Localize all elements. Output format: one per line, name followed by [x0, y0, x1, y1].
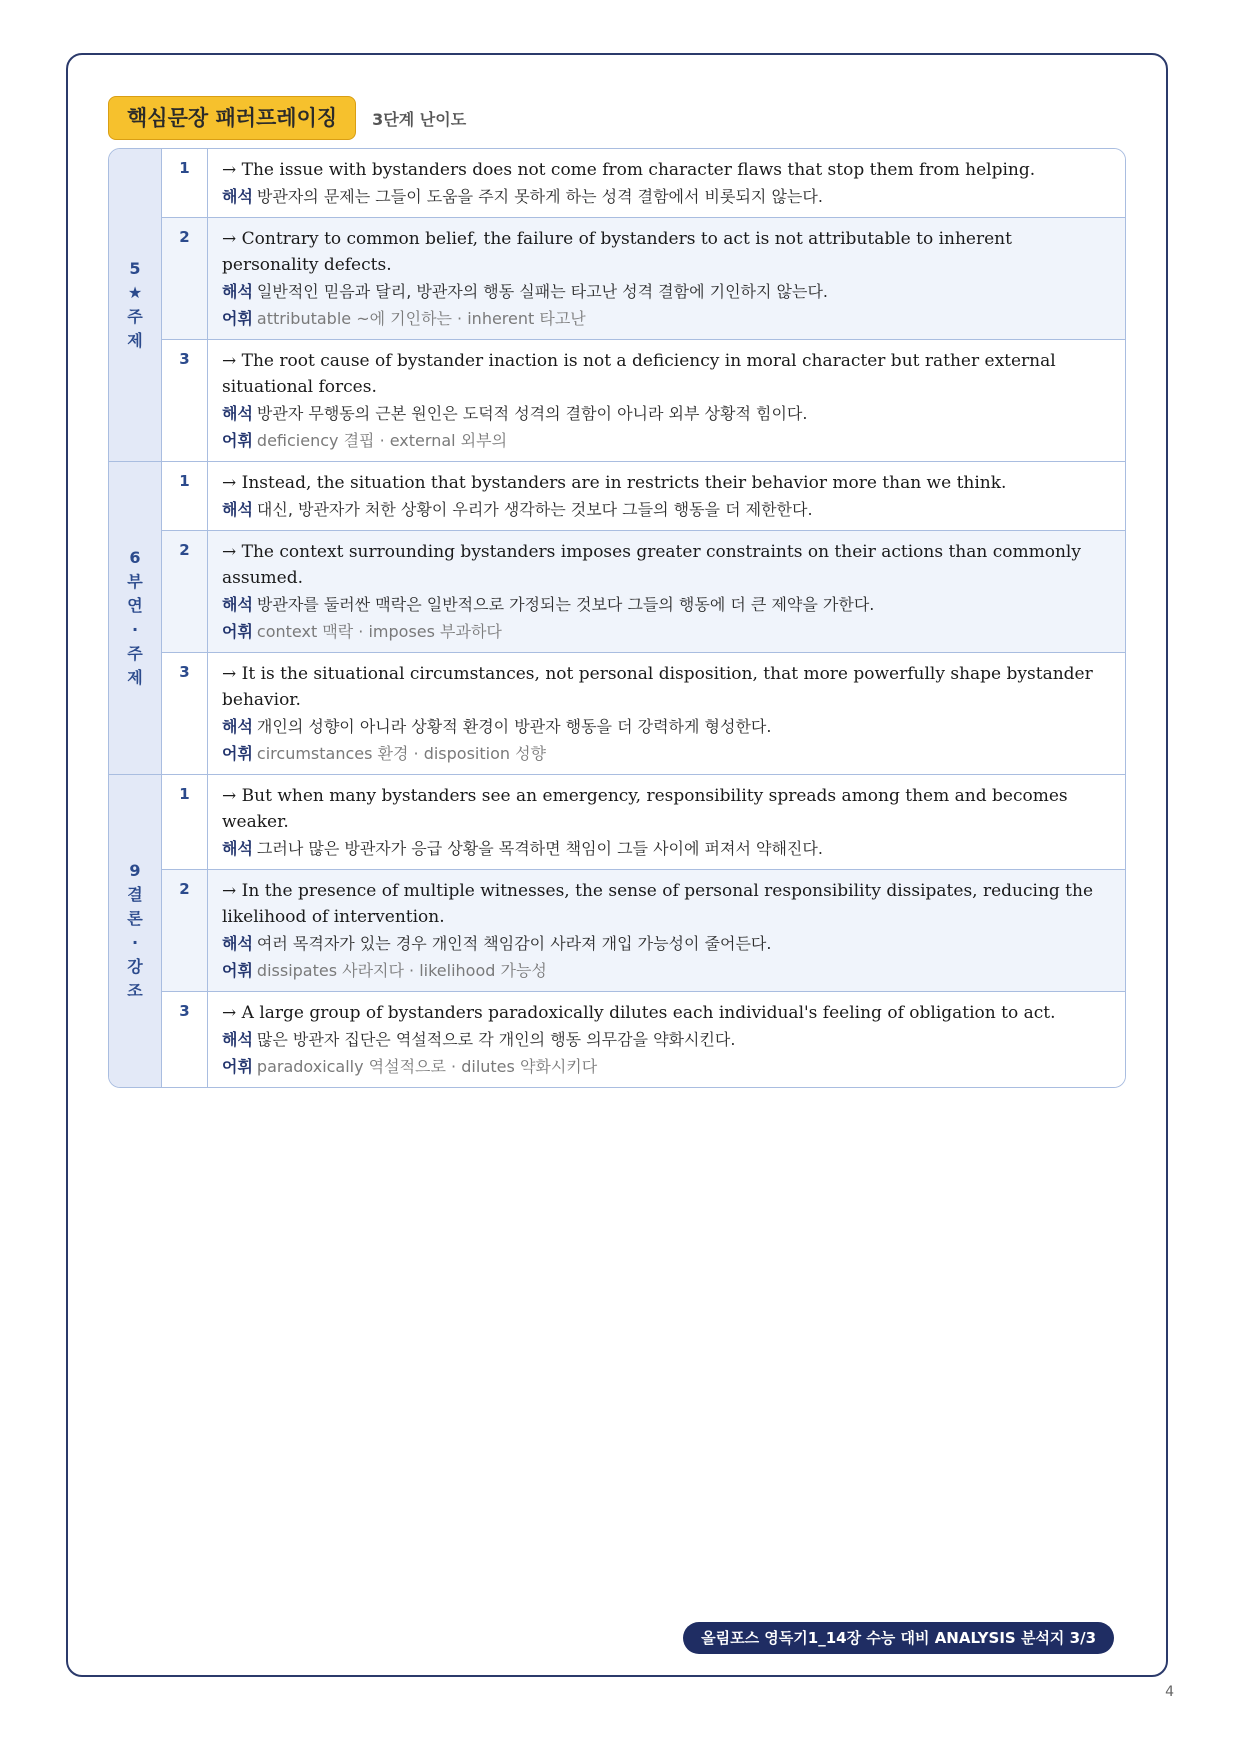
paraphrase-sentence: → The root cause of bystander inaction is not a deficiency in moral character but rather external situational forces. [222, 351, 1056, 397]
translation-line [222, 400, 1113, 427]
translation-line [222, 496, 1113, 523]
translation-tag: 해석 [222, 404, 253, 423]
table-row [162, 530, 1125, 652]
translation-tag: 해석 [222, 1030, 253, 1049]
row-number: 3 [162, 992, 208, 1087]
table-row [162, 149, 1125, 217]
footer-badge: 올림포스 영독기1_14장 수능 대비 ANALYSIS 분석지 3/3 [683, 1622, 1114, 1654]
vocab-line [222, 740, 1113, 767]
vocab-line [222, 618, 1113, 645]
vocab-text: context 맥락 · imposes 부과하다 [256, 622, 502, 641]
row-number: 1 [162, 462, 208, 530]
vocab-tag: 어휘 [222, 622, 253, 641]
paraphrase-sentence: → A large group of bystanders paradoxically dilutes each individual's feeling of obligation to act. [222, 1003, 1056, 1023]
translation-line [222, 591, 1113, 618]
translation-line [222, 930, 1113, 957]
group-label-text: 5★주제 [127, 259, 143, 350]
vocab-tag: 어휘 [222, 309, 253, 328]
translation-tag: 해석 [222, 595, 253, 614]
row-number: 2 [162, 531, 208, 652]
row-content [208, 218, 1125, 339]
vocab-tag: 어휘 [222, 744, 253, 763]
translation-text: 대신, 방관자가 처한 상황이 우리가 생각하는 것보다 그들의 행동을 더 제한한다. [256, 500, 813, 519]
translation-line [222, 713, 1113, 740]
paraphrase-sentence: → In the presence of multiple witnesses, the sense of personal responsibility dissipates, reducing the likelihood of intervention. [222, 881, 1094, 927]
translation-text: 여러 목격자가 있는 경우 개인적 책임감이 사라져 개입 가능성이 줄어든다. [256, 934, 772, 953]
section-title: 핵심문장 패러프레이징 [108, 96, 356, 140]
table-row [162, 339, 1125, 461]
row-content [208, 462, 1125, 530]
translation-tag: 해석 [222, 717, 253, 736]
translation-text: 그러나 많은 방관자가 응급 상황을 목격하면 책임이 그들 사이에 퍼져서 약해진다. [256, 839, 823, 858]
paraphrase-sentence: → But when many bystanders see an emergency, responsibility spreads among them and becomes weaker. [222, 786, 1068, 832]
paraphrase-table [108, 148, 1126, 1088]
vocab-text: attributable ~에 기인하는 · inherent 타고난 [256, 309, 586, 328]
translation-text: 개인의 성향이 아니라 상황적 환경이 방관자 행동을 더 강력하게 형성한다. [256, 717, 772, 736]
row-content [208, 775, 1125, 869]
section-header [108, 96, 466, 140]
table-row [162, 869, 1125, 991]
group-label [109, 775, 162, 1087]
row-number: 1 [162, 775, 208, 869]
translation-line [222, 278, 1113, 305]
vocab-text: dissipates 사라지다 · likelihood 가능성 [256, 961, 547, 980]
paraphrase-sentence: → The issue with bystanders does not come from character flaws that stop them from helping. [222, 160, 1036, 180]
difficulty-label: 3단계 난이도 [372, 109, 467, 129]
table-row [162, 217, 1125, 339]
translation-line [222, 1026, 1113, 1053]
row-number: 3 [162, 653, 208, 774]
table-row [162, 775, 1125, 869]
vocab-line [222, 427, 1113, 454]
translation-tag: 해석 [222, 500, 253, 519]
row-content [208, 149, 1125, 217]
row-number: 3 [162, 340, 208, 461]
row-content [208, 531, 1125, 652]
translation-text: 방관자의 문제는 그들이 도움을 주지 못하게 하는 성격 결함에서 비롯되지 않는다. [256, 187, 823, 206]
group-label [109, 462, 162, 774]
vocab-tag: 어휘 [222, 431, 253, 450]
paraphrase-sentence: → The context surrounding bystanders imposes greater constraints on their actions than commonly assumed. [222, 542, 1081, 588]
vocab-text: deficiency 결핍 · external 외부의 [256, 431, 508, 450]
table-row [162, 652, 1125, 774]
vocab-text: circumstances 환경 · disposition 성향 [256, 744, 547, 763]
table-row [162, 462, 1125, 530]
vocab-line [222, 957, 1113, 984]
vocab-tag: 어휘 [222, 1057, 253, 1076]
sentence-group [109, 461, 1125, 774]
row-number: 1 [162, 149, 208, 217]
vocab-text: paradoxically 역설적으로 · dilutes 약화시키다 [256, 1057, 598, 1076]
row-content [208, 870, 1125, 991]
vocab-tag: 어휘 [222, 961, 253, 980]
translation-text: 많은 방관자 집단은 역설적으로 각 개인의 행동 의무감을 약화시킨다. [256, 1030, 736, 1049]
table-row [162, 991, 1125, 1087]
row-content [208, 992, 1125, 1087]
translation-tag: 해석 [222, 282, 253, 301]
translation-line [222, 183, 1113, 210]
translation-text: 일반적인 믿음과 달리, 방관자의 행동 실패는 타고난 성격 결함에 기인하지 않는다. [256, 282, 829, 301]
paraphrase-sentence: → Instead, the situation that bystanders are in restricts their behavior more than we think. [222, 473, 1007, 493]
translation-tag: 해석 [222, 934, 253, 953]
group-label-text: 6부연·주제 [127, 548, 143, 687]
translation-tag: 해석 [222, 187, 253, 206]
translation-text: 방관자를 둘러싼 맥락은 일반적으로 가정되는 것보다 그들의 행동에 더 큰 제약을 가한다. [256, 595, 875, 614]
sentence-group [109, 774, 1125, 1087]
translation-line [222, 835, 1113, 862]
paraphrase-sentence: → It is the situational circumstances, not personal disposition, that more powerfully shape bystander behavior. [222, 664, 1093, 710]
paraphrase-sentence: → Contrary to common belief, the failure of bystanders to act is not attributable to inherent personality defects. [222, 229, 1012, 275]
row-content [208, 340, 1125, 461]
row-number: 2 [162, 218, 208, 339]
vocab-line [222, 305, 1113, 332]
translation-text: 방관자 무행동의 근본 원인은 도덕적 성격의 결함이 아니라 외부 상황적 힘이다. [256, 404, 808, 423]
row-content [208, 653, 1125, 774]
page-number: 4 [1165, 1684, 1174, 1700]
row-number: 2 [162, 870, 208, 991]
vocab-line [222, 1053, 1113, 1080]
group-label-text: 9결론·강조 [127, 861, 143, 1000]
group-label [109, 149, 162, 461]
translation-tag: 해석 [222, 839, 253, 858]
sentence-group [109, 149, 1125, 461]
